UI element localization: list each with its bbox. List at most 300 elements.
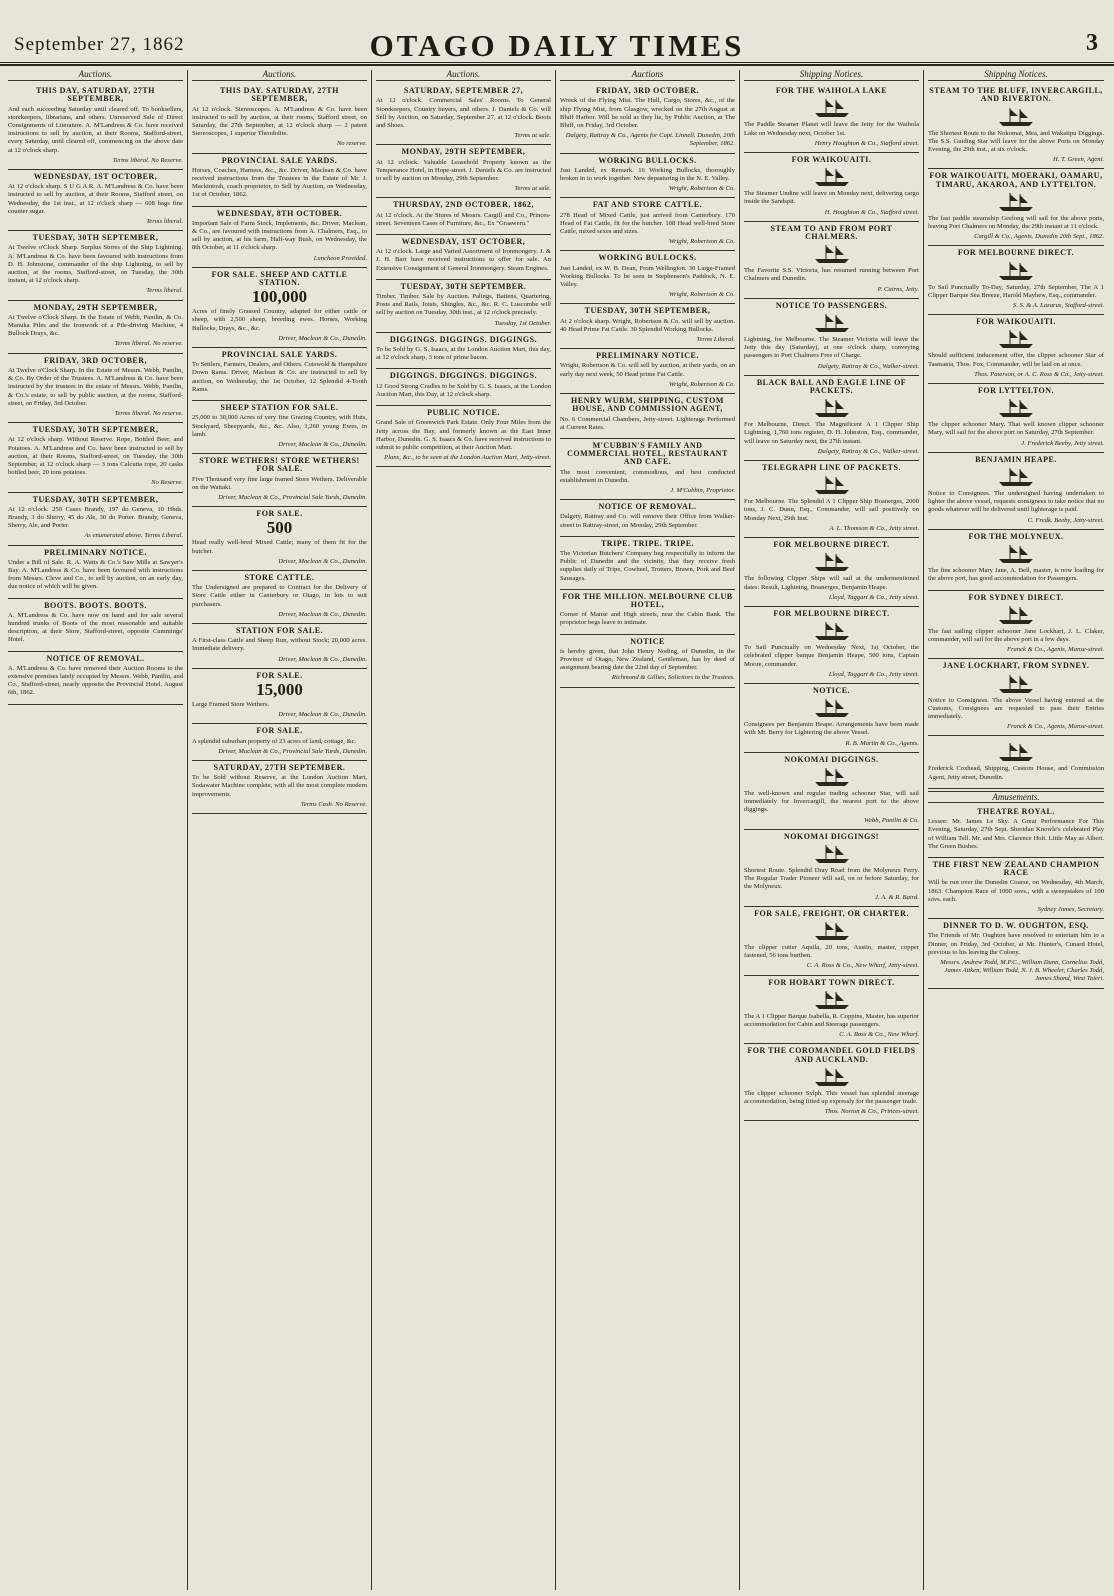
advertisement <box>376 280 551 333</box>
ad-body: A. M'Landress & Co. have removed their Auction Rooms to the extensive premises lately occupied by Messrs. Webb, Pantlin, and Co., Stafford-street, nearly opposite the Provincial Hotel. August 6th, 1862. <box>8 664 183 697</box>
ad-body: The Favorite S.S. Victoria, has resumed running between Port Chalmers and Dunedin. <box>744 267 919 283</box>
ad-signature: J. A. & R. Baird. <box>875 893 919 901</box>
ad-signature: Henry Houghton & Co., Stafford street. <box>814 139 919 147</box>
ad-signature: Driver, Maclean & Co., Dunedin. <box>278 334 367 342</box>
ad-signature: Thos. Norton & Co., Princes-street. <box>824 1108 919 1116</box>
masthead <box>0 0 1114 66</box>
ad-signature: Driver, Maclean & Co., Provincial Sale Yards, Dunedin. <box>218 493 367 501</box>
ad-heading: THIS DAY. SATURDAY, 27TH SEPTEMBER, <box>220 86 339 104</box>
ship-woodcut-icon <box>812 97 852 119</box>
issue-date: September 27, 1862 <box>14 34 185 55</box>
ship-woodcut-icon <box>812 920 852 942</box>
ad-body: At 12 o'clock. Valuable Leasehold Property known as the Temperance Hotel, in Hope-street. J. Daniels & Co. are instructed to sell by auction on Monday, 29th September. <box>376 158 551 183</box>
advertisement <box>744 538 919 607</box>
ad-body: Grand Sale of Greenwich Park Estate. Only Four Miles from the Jetty across the Bay, and formerly known as the East Inner Harbor, Dunedin. G. S. Isaacs & Co. have received instructions to submit to public competition, at their Auction Mart. <box>376 419 551 451</box>
advertisement <box>8 599 183 652</box>
advertisement <box>192 401 367 454</box>
ad-signature: Driver, Maclean & Co., Dunedin. <box>278 655 367 663</box>
column-heading: Shipping Notices. <box>928 70 1104 81</box>
ad-signature: No reserve. <box>336 140 367 148</box>
advertisement <box>8 423 183 492</box>
advertisement <box>560 537 735 590</box>
ad-signature: Terms at sale. <box>514 185 551 193</box>
ad-body: At 2 o'clock sharp. Wright, Robertson & Co. will sell by auction. 40 Head Prime Fat Cattle. 30 Splendid Working Bullocks. <box>560 317 735 333</box>
ad-heading: WORKING BULLOCKS. <box>598 155 697 165</box>
ad-body: A. M'Landress & Co. have now on hand and for sale several hundred trunks of Boots of the most reasonable and suitable description, at their Store, Stafford-street, opposite Cummings' Hotel. <box>8 611 183 644</box>
ad-body: To Settlers, Farmers, Dealers, and Others. Cotswold & Hampshire Down Rams. Driver, Maclean & Co. are instructed to sell by auction, on Wednesday, the 1st October, 12 Splendid 4-Tooth Rams. <box>192 361 367 393</box>
advertisement <box>928 84 1104 169</box>
ad-signature: Driver, Maclean & Co., Dunedin. <box>278 440 367 448</box>
ad-body: Will be run over the Dunedin Course, on Wednesday, 4th March, 1863. Champion Race of 1000 sovs., with a sweepstakes of 100 sovs. each. <box>928 879 1104 903</box>
advertisement <box>744 376 919 461</box>
ad-heading: FAT AND STORE CATTLE. <box>592 200 703 210</box>
ad-body: Under a Bill of Sale. R. A. Watts & Co.'s Saw Mills at Sawyer's Bay. A. M'Landress & Co. have been favoured with instructions from Messrs. Cleve and Co., to sell by auction, on an early day, due notice of which will be given. <box>8 558 183 591</box>
advertisement <box>8 354 183 423</box>
ship-illustration <box>928 604 1104 626</box>
ad-heading: MONDAY, 29TH SEPTEMBER, <box>401 147 526 157</box>
ship-illustration <box>928 397 1104 419</box>
ship-illustration <box>928 673 1104 695</box>
advertisement <box>8 301 183 354</box>
columns <box>4 70 1110 1590</box>
advertisement <box>928 169 1104 246</box>
ad-signature: Thos. Paterson, or A. C. Ross & Co., Jetty-street. <box>974 370 1104 378</box>
ad-body: For Melbourne, Direct. The Magnificent A 1 Clipper Ship Lightning, 1,760 tons register, D. H. Johnston, Esq., commander, will leave on Saturday next, the 27th instant. <box>744 421 919 445</box>
ad-signature: Driver, Maclean & Co., Dunedin. <box>278 610 367 618</box>
ad-body: The Paddle Steamer Planet will leave the Jetty for the Waihola Lake on Wednesday next, October 1st. <box>744 121 919 137</box>
advertisement <box>928 246 1104 315</box>
ad-signature: Driver, Maclean & Co., Dunedin. <box>278 557 367 565</box>
advertisement <box>560 500 735 537</box>
ad-signature: Sydney James, Secretary. <box>1037 905 1104 913</box>
ad-signature: Tuesday, 1st October. <box>494 319 551 327</box>
ad-body: Corner of Manse and High streets, near the Cabin Bank. The proprietor begs leave to intimate. <box>560 611 735 627</box>
ship-illustration <box>744 551 919 573</box>
ad-signature: Driver, Maclean & Co., Dunedin. <box>278 711 367 719</box>
ad-signature: R. B. Martin & Co., Agents. <box>845 739 919 747</box>
advertisement <box>192 84 367 153</box>
ad-signature: Dalgety, Rattray & Co., Agents for Capt. Linnell. Dunedin, 20th September, 1862. <box>565 132 735 148</box>
advertisement <box>744 222 919 299</box>
advertisement <box>744 684 919 753</box>
advertisement <box>560 394 735 439</box>
ad-body: is hereby given, that John Henry Noding, of Dunedin, in the Province of Otago, New Zealand, Gentleman, has by deed of assignment bearing date the 22nd day of September. <box>560 647 735 672</box>
advertisement <box>744 153 919 222</box>
advertisement <box>928 530 1104 591</box>
column-5 <box>740 70 924 1590</box>
ad-heading: WEDNESDAY, 1ST OCTOBER, <box>401 237 526 247</box>
ad-heading: TUESDAY, 30TH SEPTEMBER, <box>32 494 159 504</box>
ad-body: At 12 o'clock sharp. S U G A R. A. M'Landress & Co. have been instructed to sell by auction, at their Rooms, Stafford street, on Wednesday, the 1st inst., at 12 o'clock sharp — 608 bags fine counter sugar. <box>8 183 183 215</box>
ad-heading: NOTICE OF REMOVAL. <box>46 653 145 663</box>
ad-body: The clipper schooner Mary. That well known clipper schooner Mary, will sail for the above port on Saturday, 27th September. <box>928 421 1104 437</box>
ad-signature: C. A. Ross & Co., New Wharf. <box>839 1031 919 1039</box>
ad-heading: TRIPE. TRIPE. TRIPE. <box>600 538 695 548</box>
ad-heading: FOR THE WAIHOLA LAKE <box>775 86 888 96</box>
ad-signature: As enumerated above. Terms Liberal. <box>84 532 183 540</box>
ad-body: Notice to Consignees. The above Vessel having entered at the Customs, Consignees are requested to pass their Entries immediately. <box>928 696 1104 720</box>
ad-heading: BENJAMIN HEAPE. <box>975 454 1057 464</box>
ad-signature: C. A. Ross & Co., New Wharf, Jetty-street. <box>806 962 919 970</box>
advertisement <box>192 207 367 268</box>
ad-body: To Sail Punctually on Wednesday Next, 1st October, the celebrated clipper barque Benjamin Heape, 500 tons, Captain Moore, commander. <box>744 644 919 668</box>
column-6 <box>924 70 1108 1590</box>
ship-woodcut-icon <box>812 243 852 265</box>
ship-woodcut-icon <box>996 673 1036 695</box>
ship-woodcut-icon <box>812 766 852 788</box>
ad-signature: H. T. Green, Agent. <box>1053 156 1104 164</box>
advertisement <box>560 154 735 199</box>
ad-heading: BLACK BALL AND EAGLE LINE OF PACKETS. <box>756 377 907 396</box>
ad-signature: Terms liberal. No reserve. <box>114 409 183 417</box>
ad-heading: NOTICE OF REMOVAL. <box>598 502 697 512</box>
advertisement <box>192 268 367 348</box>
ad-signature: Dalgety, Rattray & Co., Walker-street. <box>817 447 919 455</box>
advertisement <box>376 235 551 280</box>
ad-heading: DIGGINGS. DIGGINGS. DIGGINGS. <box>389 371 538 381</box>
ad-heading: THURSDAY, 2ND OCTOBER, 1862, <box>393 200 534 210</box>
advertisement <box>560 635 735 688</box>
ad-body: Horses, Coaches, Harness, &c., &c. Driver, Maclean & Co. have received instructions from the Trustees in the Estate of Mr. J. Mackintosh, coach proprietor, to Sell by Auction, on Wednesday, 1st of October, 1862. <box>192 166 367 199</box>
ad-heading: NOKOMAI DIGGINGS! <box>784 831 879 841</box>
ad-heading: PROVINCIAL SALE YARDS. <box>221 155 338 165</box>
ad-body: At 12 o'clock. Commercial Sales' Rooms. To General Storekeepers, Country buyers, and others. J. Daniels & Co. will Sell by Auction, on Saturday, September 27, at 12 o'clock. Boots and Shoes. <box>376 97 551 130</box>
ad-heading: NOKOMAI DIGGINGS. <box>784 754 879 764</box>
ad-body: For Melbourne. The Splendid A 1 Clipper Ship Boanerges, 2000 tons, J. C. Dunn, Esq., Commander, will sail positively on Monday Next, 29th Inst. <box>744 498 919 522</box>
ad-body: Shortest Route. Splendid Dray Road from the Molyneux Ferry. The Regular Trader Pioneer will sail, on or before Saturday, for the Molyneux. <box>744 866 919 891</box>
ship-illustration <box>744 843 919 865</box>
ad-body: At Twelve o'Clock Sharp. In the Estate of Webb, Pantlin, & Co. Manuka Piles and the Ironwork of a Pile-driving Machine, 4 Bullock Drays, &c. <box>8 313 183 338</box>
ad-heading: FRIDAY, 3RD OCTOBER. <box>595 86 700 96</box>
ad-heading: THIS DAY, SATURDAY, 27TH SEPTEMBER, <box>36 86 155 104</box>
ad-body: 25,000 to 30,000 Acres of very fine Grazing Country, with Huts, Stockyard, Sheepyards, &c., &c. Also, 1,260 young Ewes, in lamb. <box>192 414 367 438</box>
ad-heading: FOR WAIKOUAITI. <box>976 317 1056 327</box>
ad-body: Head really well-bred Mixed Cattle; many of them fit for the butcher. <box>192 539 367 555</box>
ad-body: The clipper schooner Sylph. This vessel has splendid steerage accommodation, being fitted up expressly for the passenger trade. <box>744 1089 919 1105</box>
ship-woodcut-icon <box>996 543 1036 565</box>
advertisement <box>928 736 1104 788</box>
advertisement <box>8 170 183 231</box>
ship-illustration <box>744 166 919 188</box>
ad-signature: Lloyd, Taggart & Co., Jetty street. <box>828 593 919 601</box>
ship-illustration <box>744 1066 919 1088</box>
ad-heading: WEDNESDAY, 8TH OCTOBER. <box>216 208 343 218</box>
ad-heading: FOR SALE. <box>256 670 303 680</box>
advertisement <box>8 231 183 300</box>
ad-heading: FOR THE COROMANDEL GOLD FIELDS AND AUCKLAND. <box>747 1046 916 1064</box>
ship-woodcut-icon <box>996 106 1036 128</box>
ad-heading: STATION FOR SALE. <box>235 625 324 635</box>
ad-heading: FOR SYDNEY DIRECT. <box>968 592 1064 602</box>
ad-body: The most convenient, commodious, and best conducted establishment in Dunedin. <box>560 468 735 484</box>
ad-heading: JANE LOCKHART, FROM SYDNEY. <box>942 661 1090 671</box>
ad-signature: H. Houghton & Co., Stafford street. <box>824 208 919 216</box>
ship-woodcut-icon <box>812 166 852 188</box>
page-number: 3 <box>1086 30 1098 56</box>
ad-heading: HENRY WURM, SHIPPING, CUSTOM HOUSE, AND COMMISSION AGENT, <box>571 396 724 414</box>
ad-heading: NOTICE TO PASSENGERS. <box>775 300 888 310</box>
advertisement <box>192 454 367 507</box>
advertisement <box>192 348 367 401</box>
ad-heading: WEDNESDAY, 1ST OCTOBER, <box>33 172 158 182</box>
ad-heading: FRIDAY, 3RD OCTOBER, <box>43 355 148 365</box>
ad-body: The following Clipper Ships will sail at the undermentioned dates: Result, Lightning, Boanerges, Benjamin Heape. <box>744 575 919 591</box>
ad-signature: P. Cairns, Jetty. <box>877 285 919 293</box>
ad-body: Just Landed, ex W. B. Dean, From Wellington. 30 Large-Framed Working Bullocks. To be seen in Stephenson's Paddock, N. E. Valley. <box>560 264 735 289</box>
ad-signature: Wright, Robertson & Co. <box>668 238 735 246</box>
advertisement <box>744 84 919 153</box>
ad-body: Lessee: Mr. James Le Sky. A Great Performance For This Evening, Saturday, 27th Sept. Sheridan Knowle's celebrated Play of William Tell. Mr. and Mrs. Clarence Holt. Little May as Albert. The Green Bushes. <box>928 818 1104 850</box>
advertisement <box>376 145 551 198</box>
ad-heading: NOTICE. <box>812 685 851 695</box>
advertisement <box>192 571 367 624</box>
advertisement <box>928 315 1104 384</box>
advertisement <box>744 299 919 376</box>
ship-illustration <box>744 920 919 942</box>
ad-signature: Plans, &c., to be seen at the London Auction Mart, Jetty-street. <box>384 454 551 462</box>
ad-body: To Sail Punctually To-Day, Saturday, 27th September, The A 1 Clipper Barque Sea Breeze, Harold Mayhew, Esq., commander. <box>928 283 1104 299</box>
ship-woodcut-icon <box>996 604 1036 626</box>
ad-heading: M'CUBBIN'S FAMILY AND COMMERCIAL HOTEL, RESTAURANT AND CAFE. <box>567 440 728 467</box>
ad-body: The fast sailing clipper schooner Jane Lockhart, J. L. Claker, commander, will sail for the above port in a few days. <box>928 627 1104 643</box>
ad-heading: PRELIMINARY NOTICE. <box>596 351 699 361</box>
column-2 <box>188 70 372 1590</box>
ship-woodcut-icon <box>812 474 852 496</box>
ship-woodcut-icon <box>996 328 1036 350</box>
ad-signature: Dalgety, Rattray & Co., Walker-street. <box>817 362 919 370</box>
ad-body: The fine schooner Mary Jane, A. Bell, master, is now loading for the above port, has good accommodation for Passengers. <box>928 567 1104 583</box>
ship-woodcut-icon <box>996 466 1036 488</box>
advertisement <box>376 84 551 145</box>
ad-signature: Cargill & Co., Agents. Dunedin 20th Sept., 1862. <box>974 233 1104 241</box>
ship-illustration <box>744 397 919 419</box>
ad-signature: Messrs. Andrew Todd, M.P.C., William Dunn, Cornelius Todd, James Aitken, William Todd, N. J. B. Wheeler, Charles Todd, James Shand, West Taieri. <box>940 958 1104 983</box>
ship-illustration <box>928 466 1104 488</box>
ad-signature: S. S. & A. Lazarus, Stafford-street. <box>1013 302 1104 310</box>
ad-body: Large Framed Store Wethers. <box>192 700 270 708</box>
advertisement <box>744 461 919 538</box>
ad-body: The well-known and regular trading schooner Star, will sail immediately for Invercargill, the nearest port to the above diggings. <box>744 789 919 814</box>
ship-illustration <box>744 620 919 642</box>
ad-heading: FOR SALE. <box>256 509 303 519</box>
advertisement <box>560 251 735 304</box>
ad-signature: Franck & Co., Agents, Manse-street. <box>1006 723 1104 731</box>
ad-signature: Terms liberal. No Reserve. <box>112 156 183 164</box>
ad-signature: A. L. Thomson & Co., Jetty street. <box>829 524 919 532</box>
ad-heading: BOOTS. BOOTS. BOOTS. <box>44 600 147 610</box>
masthead-rule <box>0 62 1114 63</box>
advertisement <box>8 493 183 546</box>
ad-signature: Franck & Co., Agents, Manse-street. <box>1006 646 1104 654</box>
column-heading: Auctions. <box>8 70 183 81</box>
ad-body: To be Sold without Reserve, at the London Auction Mart, Sodawater Machine complete, with all the most complete modern improvements. <box>192 774 367 798</box>
advertisement <box>744 1044 919 1121</box>
ad-signature: Terms liberal. <box>146 287 183 295</box>
ship-illustration <box>928 543 1104 565</box>
ad-signature: Terms liberal. <box>146 218 183 226</box>
advertisement <box>560 349 735 394</box>
ship-illustration <box>928 260 1104 282</box>
ad-heading: SATURDAY, 27TH SEPTEMBER. <box>213 762 346 772</box>
ad-heading: FOR MELBOURNE DIRECT. <box>773 608 890 618</box>
ad-heading: FOR SALE. <box>256 726 303 736</box>
advertisement <box>8 84 183 170</box>
ad-body: At 12 o'clock. Large and Varied Assortment of Ironmongery. J. & J. H. Barr have received instructions to offer for sale. An Extensive Consignment of General Ironmongery. Steam Engines. <box>376 248 551 272</box>
ad-heading: DINNER TO D. W. OUGHTON, ESQ. <box>943 921 1089 931</box>
ship-illustration <box>744 697 919 719</box>
ad-body: Frederick Coxhead, Shipping, Custom House, and Commission Agent, Jetty street, Dunedin. <box>928 765 1104 781</box>
ad-signature: J. M'Cubbin, Proprietor. <box>670 486 735 494</box>
ad-body: The Friends of Mr. Oughton have resolved to entertain him to a Dinner, on Friday, 3rd October, at Mr. Hunter's, Cunard Hotel, previous to his leaving the Colony. <box>928 932 1104 956</box>
column-4 <box>556 70 740 1590</box>
advertisement <box>744 830 919 907</box>
newspaper-title: OTAGO DAILY TIMES <box>369 28 745 63</box>
ship-illustration <box>928 191 1104 213</box>
ship-woodcut-icon <box>812 697 852 719</box>
ad-signature: Terms at sale. <box>514 132 551 140</box>
ad-body: At Twelve o'Clock Sharp. In the Estate of Messrs. Webb, Pantlin, & Co. By Order of the Trustees. A. M'Landress & Co. have been instructed by the trustees in the estate of Messrs. Webb, Pantlin, & Co.'s estate, to sell by public auction, at the rooms, Stafford-street, on Friday, 3rd October. <box>8 366 183 407</box>
ad-body: And each succeeding Saturday until cleared off. To booksellers, storekeepers, librarians, and others. Unreserved Sale of Direct Consignments of Literature. A. M'Landress & Co. have received instructions to sell by auction, at their Rooms, Stafford-street, every Saturday, until cleared off, commencing on the above date at 12 o'clock sharp. <box>8 105 183 154</box>
ad-signature: Terms Liberal. <box>696 336 735 344</box>
ship-illustration <box>744 989 919 1011</box>
ship-woodcut-icon <box>996 191 1036 213</box>
ship-woodcut-icon <box>812 620 852 642</box>
section-heading-amusements: Amusements. <box>928 791 1104 803</box>
ad-body: Lightning, for Melbourne. The Steamer Victoria will leave the Jetty this day (Saturday), at one o'clock sharp, conveying passengers to Port Chalmers Free of Charge. <box>744 336 919 360</box>
advertisement <box>928 453 1104 530</box>
ad-body: At 12 o'clock. 250 Cases Brandy, 197 do Geneva, 10 Hhds. Brandy, 3 do Sherry, 45 do Ale, 30 do Porter. Brandy, Geneva, Sherry, Ale, and Porter. <box>8 505 183 530</box>
ship-woodcut-icon <box>812 989 852 1011</box>
ad-body: Should sufficient inducement offer, the clipper schooner Star of Tasmania, Thos. Fox, Commander, will be laid on at once. <box>928 352 1104 368</box>
ad-signature: J. Frederick Beeby, Jetty street. <box>1021 439 1104 447</box>
ad-heading: FOR SALE. SHEEP AND CATTLE STATION. <box>211 269 348 288</box>
ad-heading: FOR LYTTELTON. <box>977 386 1055 396</box>
advertisement <box>192 624 367 669</box>
ad-body: The fast paddle steamship Geelong will sail for the above ports, leaving Port Chalmers on Monday, the 29th instant at 11 o'clock. <box>928 214 1104 231</box>
ad-heading: FOR HOBART TOWN DIRECT. <box>768 977 895 987</box>
advertisement <box>8 546 183 599</box>
column-heading: Auctions <box>560 70 735 81</box>
ad-body: Wright, Robertson & Co. will sell by auction, at their yards, on an early day next week, 50 Head prime Fat Cattle. <box>560 362 735 378</box>
ad-body: 278 Head of Mixed Cattle, just arrived from Canterbury. 170 Head of Fat Cattle, fit for the butcher. 108 Head well-bred Store Cattle, mixed sexes and sizes. <box>560 211 735 236</box>
ad-body: At 12 o'clock sharp. Without Reserve. Rope, Bottled Beer, and Potatoes. A. M'Landress and Co. have been instructed to sell by auction, at their Rooms, Stafford-street, on Tuesday, the 30th September, at 12 o'clock sharp — 3 tons Calcutta rope, 20 casks bottled beer, 20 tons potatoes. <box>8 436 183 477</box>
ad-heading: SATURDAY, SEPTEMBER 27, <box>403 86 524 96</box>
advertisement <box>192 154 367 207</box>
ship-illustration <box>928 741 1104 763</box>
advertisement <box>560 304 735 349</box>
ad-body: At 12 o'clock. Stereoscopes. A. M'Landress & Co. have been instructed to sell by auction, at their rooms, Stafford street, on Saturday, the 27th September, at 12 o'clock sharp — 2 patent Stereoscopes, 1 superior Theodolite. <box>192 105 367 138</box>
ad-signature: Terms Cash. No Reserve. <box>300 800 367 808</box>
ship-illustration <box>744 312 919 334</box>
ad-heading: STORE WETHERS! STORE WETHERS! FOR SALE. <box>199 456 360 474</box>
advertisement <box>376 406 551 467</box>
ad-large-number: 100,000 <box>251 287 308 307</box>
ad-body: The clipper cutter Aquila, 20 tons, Austin, master, copper fastened, 56 tons burthen. <box>744 943 919 960</box>
advertisement <box>376 333 551 370</box>
ad-heading: STORE CATTLE. <box>244 572 315 582</box>
ship-woodcut-icon <box>812 843 852 865</box>
advertisement <box>928 591 1104 660</box>
ship-woodcut-icon <box>996 741 1036 763</box>
ad-signature: Webb, Pantlin & Co. <box>864 816 919 824</box>
column-heading: Auctions. <box>376 70 551 81</box>
ad-heading: FOR SALE, FREIGHT, OR CHARTER. <box>754 908 909 918</box>
advertisement <box>192 669 367 725</box>
ad-body: 12 Good Strong Cradles to be Sold by G. S. Isaacs, at the London Auction Mart, this Day, at 12 o'clock sharp. <box>376 382 551 398</box>
advertisement <box>376 198 551 235</box>
ship-woodcut-icon <box>996 397 1036 419</box>
ad-heading: WORKING BULLOCKS. <box>598 253 697 263</box>
ad-signature: No Reserve. <box>151 479 183 487</box>
ad-body: To be Sold by G. S. Isaacs, at the London Auction Mart, this day, at 12 o'clock sharp, 3 tons of prime bacon. <box>376 346 551 362</box>
ad-body: Acres of finely Grassed Country, adapted for either cattle or sheep, with 2,500 sheep, breeding ewes. Horses, Working Bullocks, Drays, &c., &c. <box>192 308 367 332</box>
ad-large-number: 500 <box>266 518 293 538</box>
advertisement <box>744 907 919 976</box>
ad-signature: Wright, Robertson & Co. <box>668 185 735 193</box>
ad-body: Important Sale of Farm Stock, Implements, &c. Driver, Maclean, & Co., are favoured with instructions from A. Chalmers, Esq., to sell by auction, at his farm, Half-way Bush, on Wednesday, the 8th October, at 11 o'clock sharp. <box>192 219 367 252</box>
advertisement <box>192 761 367 814</box>
advertisement <box>928 858 1104 919</box>
ad-body: Notice to Consignees. The undersigned having undertaken to lighter the above vessel, requests consignees to take notice that no goods whatever will be delivered until lighterage is paid. <box>928 490 1104 514</box>
ad-heading: PROVINCIAL SALE YARDS. <box>221 350 338 360</box>
ad-body: Five Thousand very fine large framed Store Wethers. Deliverable on the Waitaki. <box>192 475 367 491</box>
ad-heading: STEAM TO THE BLUFF, INVERCARGILL, AND RIVERTON. <box>929 86 1103 104</box>
ship-illustration <box>744 97 919 119</box>
column-heading: Auctions. <box>192 70 367 81</box>
advertisement <box>928 384 1104 453</box>
ad-body: The Undersigned are prepared to Contract for the Delivery of Store Cattle either in Canterbury or Otago, in lots to suit purchasers. <box>192 584 367 608</box>
ad-heading: FOR WAIKOUAITI, MOERAKI, OAMARU, TIMARU, AKAROA, AND LYTTELTON. <box>929 171 1103 189</box>
ad-heading: PRELIMINARY NOTICE. <box>44 547 147 557</box>
ad-body: Just Landed, ex Remark. 16 Working Bullocks, thoroughly broken in to work together. New depasturing in the N. E. Valley. <box>560 166 735 183</box>
ad-heading: FOR MELBOURNE DIRECT. <box>773 540 890 550</box>
advertisement <box>192 724 367 761</box>
ad-body: The Victorian Butchers' Company beg respectfully to inform the Public of Dunedin and the vicinity, that they receive fresh supplies daily of Tripe, Cowheel, Trotters, Brawn, Pork and Beef Sausages. <box>560 549 735 582</box>
ad-heading: PUBLIC NOTICE. <box>427 408 500 418</box>
ad-body: The A 1 Clipper Barque Isabella, R. Coppins, Master, has superior accommodation for Cabin and Steerage passengers. <box>744 1012 919 1028</box>
ad-large-number: 15,000 <box>256 679 303 699</box>
ad-signature: Wright, Robertson & Co. <box>668 291 735 299</box>
advertisement <box>928 805 1104 858</box>
ad-heading: NOTICE <box>630 636 665 646</box>
advertisement <box>928 659 1104 736</box>
ad-heading: FOR MELBOURNE DIRECT. <box>957 248 1075 258</box>
column-heading: Shipping Notices. <box>744 70 919 81</box>
ship-illustration <box>744 243 919 265</box>
ship-woodcut-icon <box>812 397 852 419</box>
ad-signature: Richmond & Gillies, Solicitors to the Trustees. <box>611 674 735 682</box>
ad-heading: TUESDAY, 30TH SEPTEMBER. <box>400 281 527 291</box>
ad-body: Dalgety, Rattray and Co. will remove their Office from Walker-street to Rattray-street, on Monday, 29th September. <box>560 513 735 529</box>
ship-woodcut-icon <box>812 1066 852 1088</box>
ad-heading: FOR THE MOLYNEUX. <box>968 531 1064 541</box>
advertisement <box>8 652 183 705</box>
ad-heading: SHEEP STATION FOR SALE. <box>220 403 339 413</box>
advertisement <box>560 84 735 153</box>
ad-heading: TUESDAY, 30TH SEPTEMBER, <box>32 425 159 435</box>
ad-body: Timber. Timber. Sale by Auction. Palings, Battens, Quartering, Posts and Rails, Joists, Shingles, &c., &c. R. C. Luscombe will sell by auction on Tuesday, 30th inst., at 12 o'clock precisely. <box>376 293 551 317</box>
ad-signature: Driver, Maclean & Co., Provincial Sale Yards, Dunedin. <box>218 747 367 755</box>
advertisement <box>560 590 735 635</box>
advertisement <box>560 198 735 251</box>
column-1 <box>4 70 188 1590</box>
ad-signature: Wright, Robertson & Co. <box>668 380 735 388</box>
ad-body: No. 6 Commercial Chambers, Jetty-street. Lighterage Performed at Current Rates. <box>560 415 735 431</box>
ad-body: A splendid suburban property of 23 acres of land, cottage, &c. <box>192 737 357 745</box>
advertisement <box>192 507 367 571</box>
ad-heading: TELEGRAPH LINE OF PACKETS. <box>762 463 901 473</box>
advertisement <box>928 919 1104 988</box>
